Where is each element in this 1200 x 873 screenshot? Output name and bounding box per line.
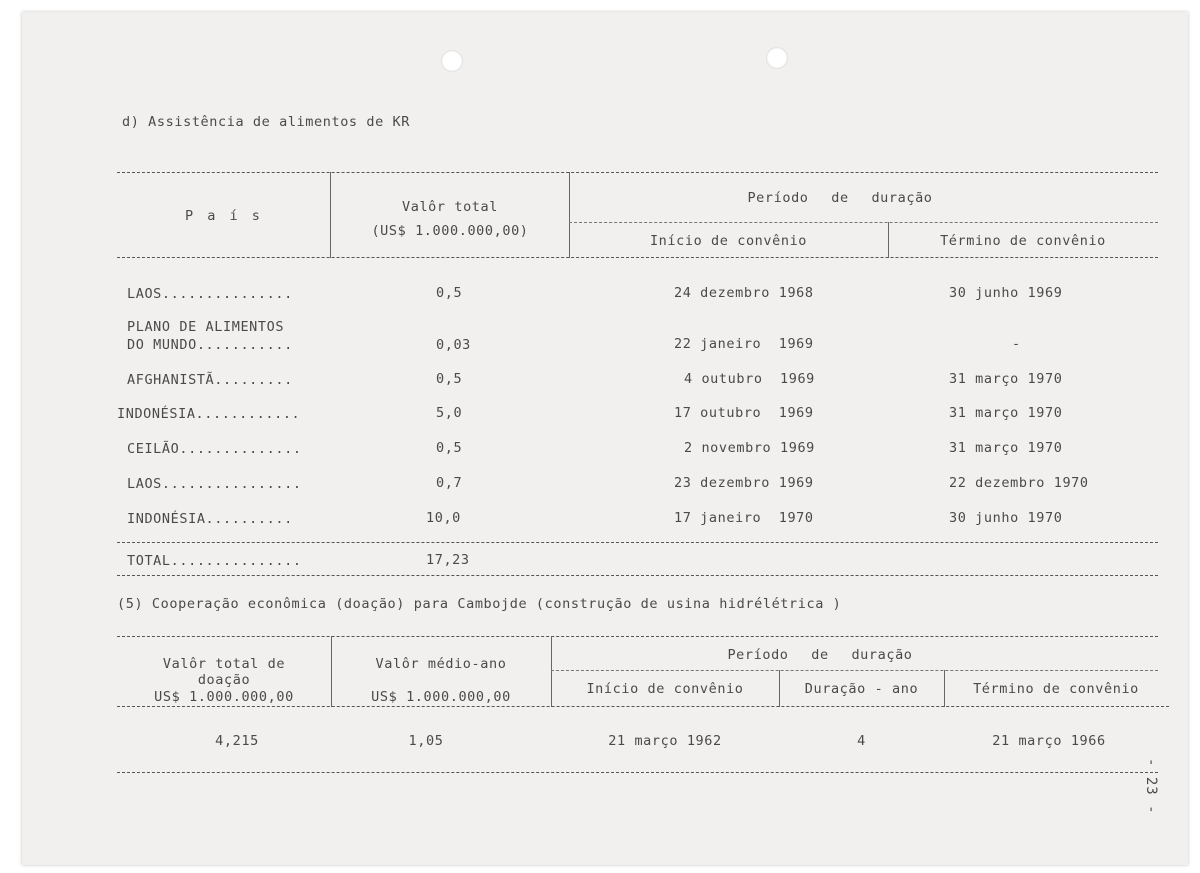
row-termino: 31 março 1970 — [949, 440, 1063, 456]
punch-hole-left — [441, 50, 463, 72]
row-termino: 31 março 1970 — [949, 371, 1063, 387]
row-termino: 30 junho 1969 — [949, 285, 1063, 301]
row-inicio: 21 março 1962 — [608, 733, 722, 749]
section-d-title: d) Assistência de alimentos de KR — [122, 114, 411, 130]
row-pais: AFGHANISTÃ......... — [127, 372, 293, 388]
table1-top-rule — [117, 172, 1158, 173]
row-valor-total: 4,215 — [215, 733, 259, 749]
table1-header-bottom-rule — [117, 257, 1158, 258]
table2-top-rule — [117, 636, 1158, 637]
row-pais: DO MUNDO........... — [127, 337, 293, 353]
row-termino: - — [1012, 336, 1021, 352]
row-valor: 10,0 — [426, 510, 461, 526]
row-duracao: 4 — [857, 733, 866, 749]
table2-header-bottom-rule — [117, 706, 1169, 707]
table2-period-rule — [551, 670, 1158, 671]
punch-hole-right — [766, 47, 788, 69]
header-valor-total: Valôr total — [401, 199, 498, 215]
row-valor: 0,03 — [436, 337, 471, 353]
row-inicio: 4 outubro 1969 — [684, 371, 815, 387]
header-termino-convenio: Término de convênio — [940, 233, 1106, 249]
row-pais: LAOS............... — [127, 286, 293, 302]
header-valor-medio-unit: US$ 1.000.000,00 — [371, 689, 511, 705]
total-label: TOTAL............... — [127, 553, 302, 569]
row-termino: 21 março 1966 — [992, 733, 1106, 749]
row-inicio: 22 janeiro 1969 — [674, 336, 814, 352]
header-termino-convenio-2: Término de convênio — [973, 681, 1139, 697]
row-valor: 0,5 — [436, 371, 463, 387]
row-valor: 0,5 — [436, 285, 463, 301]
row-termino: 30 junho 1970 — [949, 510, 1063, 526]
header-pais: P a í s — [185, 208, 263, 224]
row-pais: INDONÉSIA.......... — [127, 511, 293, 527]
page-number: - 23 - — [1143, 758, 1159, 815]
header-periodo-duracao: Período de duração — [747, 190, 933, 206]
row-pais: LAOS................ — [127, 476, 302, 492]
table1-col-divider-1 — [330, 172, 331, 258]
section-5-title: (5) Cooperação econômica (doação) para Cambojde (construção de usina hidrélétrica ) — [117, 596, 842, 612]
header-periodo-duracao-2: Período de duração — [727, 647, 913, 663]
header-valor-total-doacao: Valôr total de — [162, 656, 286, 672]
header-valor-medio: Valôr médio-ano — [375, 656, 507, 672]
row-valor: 0,5 — [436, 440, 463, 456]
total-value: 17,23 — [426, 552, 470, 568]
row-inicio: 17 outubro 1969 — [674, 405, 814, 421]
row-pais: CEILÃO.............. — [127, 441, 302, 457]
row-inicio: 2 novembro 1969 — [684, 440, 815, 456]
row-inicio: 17 janeiro 1970 — [674, 510, 814, 526]
row-valor: 0,7 — [436, 475, 463, 491]
row-termino: 31 março 1970 — [949, 405, 1063, 421]
header-valor-total-unit: US$ 1.000.000,00 — [154, 689, 294, 705]
header-doacao: doação — [197, 672, 251, 688]
table1-total-top-rule — [117, 542, 1158, 543]
header-inicio-convenio: Início de convênio — [649, 233, 808, 249]
header-inicio-convenio-2: Início de convênio — [586, 681, 744, 697]
row-inicio: 24 dezembro 1968 — [674, 285, 814, 301]
header-valor-unit: (US$ 1.000.000,00) — [371, 223, 529, 239]
row-pais-line1: PLANO DE ALIMENTOS — [127, 319, 285, 335]
row-inicio: 23 dezembro 1969 — [674, 475, 814, 491]
table1-period-rule — [569, 222, 1158, 223]
row-termino: 22 dezembro 1970 — [949, 475, 1089, 491]
row-valor-medio: 1,05 — [408, 733, 444, 749]
table1-bottom-rule — [117, 575, 1158, 576]
header-duracao-ano: Duração - ano — [804, 681, 919, 697]
row-pais: INDONÉSIA............ — [117, 406, 301, 422]
table2-bottom-rule — [117, 772, 1158, 773]
row-valor: 5,0 — [436, 405, 463, 421]
